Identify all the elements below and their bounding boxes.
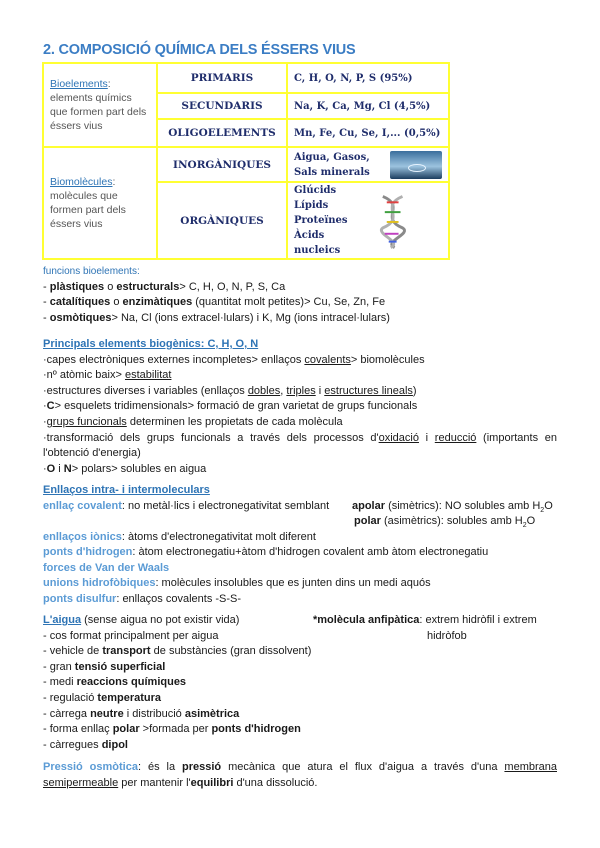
- bold-text: N: [63, 462, 72, 475]
- line-list: [43, 629, 557, 754]
- text-segment: -: [43, 296, 50, 309]
- bold-text: polar: [112, 723, 140, 736]
- polar-line: [354, 514, 535, 534]
- text-segment: de substàncies (gran dissolvent): [150, 645, 312, 658]
- text-segment: - cos format principalment per aigua: [43, 629, 219, 642]
- pressio-osmotica-paragraph: [43, 760, 557, 791]
- text-line: [43, 722, 557, 738]
- anfipatica-note-cont: hidròfob: [427, 629, 467, 642]
- underlined-text: covalents: [304, 353, 351, 366]
- text-segment: O: [544, 499, 553, 512]
- text-segment: i distribució: [123, 707, 185, 720]
- text-line: [43, 545, 557, 561]
- heading-link: L'aigua: [43, 614, 82, 626]
- value-line: Lípids: [294, 200, 329, 211]
- text-segment: -: [43, 311, 50, 324]
- text-segment: per mantenir l': [118, 776, 191, 789]
- underlined-text: reducció: [434, 431, 477, 444]
- value-oligoelements: Mn, Fe, Cu, Se, I,... (0,5%): [287, 119, 449, 147]
- funcions-heading: funcions bioelements:: [43, 266, 140, 277]
- text-segment: > polars> solubles en aigua: [71, 462, 207, 475]
- text-segment: (importants en l'obtenció d'energia): [43, 431, 557, 460]
- text-line: [43, 592, 557, 608]
- water-drop-image: [390, 151, 442, 179]
- biogenics-section: [43, 337, 557, 477]
- bold-text: polar: [354, 515, 381, 528]
- underlined-text: estructures lineals: [324, 384, 413, 397]
- text-line: [43, 576, 557, 592]
- text-segment: 2: [540, 506, 545, 514]
- line-list: [43, 530, 557, 608]
- text-segment: > esquelets tridimensionals> formació de gran varietat de grups funcionals: [54, 400, 418, 413]
- bold-text: osmòtiques: [49, 311, 112, 324]
- biomolecules-term: Biomolècules: [50, 176, 113, 188]
- bold-text: pressió: [182, 761, 222, 773]
- value-line: Proteïnes: [294, 215, 348, 226]
- anfipatica-note: [313, 613, 537, 629]
- bioelements-term: Bioelements: [50, 78, 108, 90]
- bold-text: neutre: [90, 707, 124, 720]
- text-segment: 2: [522, 522, 527, 530]
- text-segment: : no metàl·lics i electronegativitat semblant: [121, 499, 330, 512]
- text-segment: i: [55, 462, 64, 475]
- text-line: [43, 368, 557, 384]
- value-line: Sals minerals: [294, 166, 370, 178]
- value-line: Aigua, Gasos,: [294, 151, 370, 163]
- bold-text: plàstiques: [49, 280, 105, 293]
- text-line: [43, 707, 557, 723]
- line-list: [43, 353, 557, 478]
- term-label: ponts disulfur: [43, 592, 117, 605]
- value-organiques: [287, 182, 449, 259]
- bold-text: catalítiques: [49, 296, 111, 309]
- page-title: 2. COMPOSICIÓ QUÍMICA DELS ÉSSERS VIUS: [43, 42, 356, 58]
- bioelements-desc: : elements químics que formen part dels éssers vius: [50, 78, 147, 132]
- bold-text: O: [46, 462, 56, 475]
- text-segment: (sense aigua no pot existir vida): [81, 614, 240, 626]
- text-segment: > biomolècules: [350, 353, 425, 366]
- category-secundaris: SECUNDARIS: [157, 93, 287, 119]
- term-label: enllaços iònics: [43, 530, 122, 543]
- text-segment: : àtom electronegatiu+àtom d'hidrogen covalent amb àtom electronegatiu: [132, 546, 489, 559]
- enllacos-heading: Enllaços intra- i intermoleculars: [43, 484, 210, 496]
- text-segment: ·estructures diverses i variables (enllaços: [43, 384, 248, 397]
- underlined-text: grups funcionals: [46, 415, 127, 428]
- text-segment: d'una dissolució.: [233, 776, 318, 789]
- text-segment: - càrregues: [43, 738, 102, 751]
- text-segment: (quantitat molt petites)> Cu, Se, Zn, Fe: [192, 296, 386, 309]
- text-segment: >formada per: [139, 723, 212, 736]
- text-line: [43, 675, 557, 691]
- text-segment: determinen les propietats de cada molècula: [126, 415, 343, 428]
- text-line: [43, 738, 557, 754]
- biomolecules-desc: : molècules que formen part dels éssers vius: [50, 176, 126, 230]
- text-segment: ·: [43, 415, 47, 428]
- text-segment: > Na, Cl (ions extracel·lulars) i K, Mg (ions intracel·lulars): [111, 311, 390, 324]
- bioelements-table: [42, 62, 450, 260]
- text-segment: -: [43, 280, 50, 293]
- term-label: unions hidrofòbiques: [43, 577, 156, 590]
- text-segment: - càrrega: [43, 707, 91, 720]
- text-line: [43, 660, 557, 676]
- text-line: [43, 295, 557, 311]
- text-line: [43, 462, 557, 478]
- text-line: [43, 280, 557, 296]
- bold-text: enzimàtiques: [122, 296, 193, 309]
- term-label: forces de Van der Waals: [43, 561, 170, 574]
- text-segment: : extrem hidròfil i extrem: [419, 614, 537, 626]
- text-segment: ): [412, 384, 417, 397]
- category-organiques: ORGÀNIQUES: [157, 182, 287, 259]
- text-segment: (simètrics): NO solubles amb H: [385, 499, 541, 512]
- bold-text: ponts d'hidrogen: [211, 723, 301, 736]
- text-line: [43, 691, 557, 707]
- biogenics-heading: Principals elements biogènics: C, H, O, N: [43, 338, 259, 350]
- text-line: [43, 399, 557, 415]
- text-segment: : àtoms d'electronegativitat molt diferent: [121, 530, 316, 543]
- enllacos-section: [43, 483, 557, 608]
- aigua-heading: [43, 613, 239, 629]
- term-label: ponts d'hidrogen: [43, 546, 133, 559]
- value-inorganiques: [287, 147, 449, 182]
- text-line: [43, 431, 557, 462]
- aigua-section: [43, 613, 557, 753]
- term-label: Pressió osmòtica: [43, 761, 138, 773]
- text-line: [43, 384, 557, 400]
- text-segment: - regulació: [43, 691, 98, 704]
- line-list: [43, 280, 557, 327]
- text-segment: i: [418, 431, 435, 444]
- bioelements-definition: [43, 63, 157, 147]
- value-primaris: C, H, O, N, P, S (95%): [287, 63, 449, 93]
- bold-text: asimètrica: [184, 707, 240, 720]
- bold-text: *molècula anfipàtica: [313, 614, 420, 626]
- text-segment: - medi: [43, 676, 77, 689]
- text-segment: o: [104, 280, 117, 293]
- underlined-text: membrana semipermeable: [43, 761, 557, 789]
- bold-text: reaccions químiques: [76, 676, 187, 689]
- text-segment: ·: [43, 400, 47, 413]
- value-line: Àcids nucleics: [294, 230, 341, 256]
- text-segment: : molècules insolubles que es junten dins un medi aquós: [155, 577, 431, 590]
- bold-text: temperatura: [97, 691, 161, 704]
- bold-text: dipol: [101, 738, 128, 751]
- bold-text: apolar: [352, 499, 386, 512]
- text-line: [43, 561, 557, 577]
- underlined-text: oxidació: [378, 431, 419, 444]
- text-segment: ·: [43, 462, 47, 475]
- category-inorganiques: INORGÀNIQUES: [157, 147, 287, 182]
- text-segment: ·capes electròniques externes incompletes> enllaços: [43, 353, 305, 366]
- category-primaris: PRIMARIS: [157, 63, 287, 93]
- text-segment: (asimètrics): solubles amb H: [380, 515, 523, 528]
- biomolecules-definition: [43, 147, 157, 259]
- bold-text: tensió superficial: [74, 660, 166, 673]
- bold-text: equilibri: [190, 776, 234, 789]
- text-segment: mecànica que atura el flux d'aigua a través d'una: [221, 761, 505, 773]
- value-line: Glúcids: [294, 185, 337, 196]
- text-segment: ·nº atòmic baix>: [43, 369, 125, 382]
- dna-molecule-image: [373, 192, 412, 250]
- text-segment: - forma enllaç: [43, 723, 113, 736]
- text-line: [43, 644, 557, 660]
- covalent-line: [43, 499, 329, 515]
- underlined-text: estabilitat: [124, 369, 172, 382]
- value-secundaris: Na, K, Ca, Mg, Cl (4,5%): [287, 93, 449, 119]
- text-segment: - gran: [43, 660, 75, 673]
- text-segment: - vehicle de: [43, 645, 103, 658]
- category-oligoelements: OLIGOELEMENTS: [157, 119, 287, 147]
- text-line: [43, 629, 557, 645]
- text-segment: i: [315, 384, 325, 397]
- text-segment: O: [526, 515, 536, 528]
- bold-text: transport: [102, 645, 151, 658]
- text-segment: ,: [280, 384, 287, 397]
- text-segment: ·transformació dels grups funcionals a través dels processos d': [43, 431, 379, 444]
- text-line: [43, 415, 557, 431]
- text-segment: : enllaços covalents -S-S-: [116, 592, 242, 605]
- text-line: [43, 311, 557, 327]
- text-segment: > C, H, O, N, P, S, Ca: [179, 280, 286, 293]
- text-line: [43, 353, 557, 369]
- text-segment: o: [110, 296, 123, 309]
- term-label: enllaç covalent: [43, 499, 122, 512]
- bold-text: C: [46, 400, 55, 413]
- funcions-section: [43, 264, 557, 326]
- underlined-text: triples: [286, 384, 316, 397]
- text-segment: : és la: [137, 761, 182, 773]
- underlined-text: dobles: [247, 384, 281, 397]
- bold-text: estructurals: [116, 280, 180, 293]
